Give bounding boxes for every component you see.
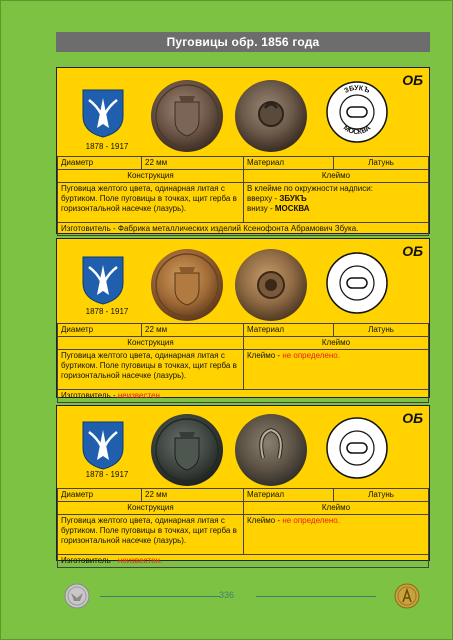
page-number: 336 — [218, 590, 235, 600]
footer-line-right — [256, 596, 376, 597]
diameter-label: Диаметр — [58, 324, 142, 337]
mark-description — [244, 515, 429, 555]
spec-table — [57, 323, 429, 403]
maker-value: Фабрика металлических изделий Ксенофонта Абрамович Збука. — [117, 224, 359, 233]
diameter-value: 22 мм — [142, 324, 244, 337]
maker-row — [58, 223, 429, 236]
saratov-coat-of-arms-icon — [79, 420, 127, 470]
years-label: 1878 - 1917 — [85, 307, 129, 316]
spec-table — [57, 156, 429, 236]
material-label: Материал — [244, 157, 334, 170]
maker-row — [58, 390, 429, 403]
material-value: Латунь — [334, 489, 429, 502]
mark-header: Клеймо — [244, 337, 429, 350]
material-value: Латунь — [334, 324, 429, 337]
badge-ob: ОБ — [402, 243, 423, 259]
badge-ob: ОБ — [402, 72, 423, 88]
stamp-drawing — [325, 80, 389, 144]
mark-text: В клейме по окружности надписи: — [247, 184, 373, 193]
construction-header: Конструкция — [58, 502, 244, 515]
mark-bottom-line — [247, 204, 425, 214]
mark-prefix: Клеймо - — [247, 351, 283, 360]
mark-value: не определено. — [282, 351, 340, 360]
construction-header: Конструкция — [58, 337, 244, 350]
maker-value: неизвестен. — [117, 556, 163, 565]
button-card-1 — [56, 67, 430, 234]
mark-description — [244, 183, 429, 223]
mark-top-value: ЗБУКЪ — [279, 194, 307, 203]
diameter-value: 22 мм — [142, 157, 244, 170]
material-value: Латунь — [334, 157, 429, 170]
construction-description: Пуговица желтого цвета, одинарная литая с буртиком. Поле пуговицы в точках, щит герба в горизонтальной насечке (лазурь). — [58, 183, 244, 223]
badge-ob: ОБ — [402, 410, 423, 426]
spec-table — [57, 488, 429, 568]
button-front-photo — [149, 247, 225, 323]
button-back-photo — [233, 247, 309, 323]
mark-bottom-value: МОСКВА — [274, 204, 310, 213]
button-back-photo — [233, 78, 309, 154]
maker-prefix: Изготовитель - — [61, 224, 118, 233]
monogram-medal-icon — [394, 583, 420, 609]
maker-prefix: Изготовитель - — [61, 391, 118, 400]
mark-header: Клеймо — [244, 502, 429, 515]
maker-row — [58, 555, 429, 568]
years-label: 1878 - 1917 — [85, 142, 129, 151]
mark-header: Клеймо — [244, 170, 429, 183]
saratov-coat-of-arms-icon — [79, 88, 127, 138]
mark-top-prefix: вверху - — [247, 194, 280, 203]
saratov-coat-of-arms-icon — [79, 255, 127, 305]
material-label: Материал — [244, 489, 334, 502]
mark-prefix: Клеймо - — [247, 516, 283, 525]
stamp-top-text: ЗБУКЪ — [343, 84, 371, 95]
stamp-bottom-text: МОСКВА — [341, 124, 373, 137]
diameter-value: 22 мм — [142, 489, 244, 502]
diameter-label: Диаметр — [58, 157, 142, 170]
years-label: 1878 - 1917 — [85, 470, 129, 479]
mark-top-line — [247, 194, 425, 204]
button-card-2 — [56, 238, 430, 398]
construction-description: Пуговица желтого цвета, одинарная литая с буртиком. Поле пуговицы в точках, щит герба в горизонтальной насечке (лазурь). — [58, 515, 244, 555]
button-front-photo — [149, 78, 225, 154]
material-label: Материал — [244, 324, 334, 337]
maker-value: неизвестен. — [117, 391, 163, 400]
mark-value: не определено. — [282, 516, 340, 525]
button-front-photo — [149, 412, 225, 488]
construction-description: Пуговица желтого цвета, одинарная литая с буртиком. Поле пуговицы в точках, щит герба в горизонтальной насечке (лазурь). — [58, 350, 244, 390]
stamp-drawing — [325, 251, 389, 315]
diameter-label: Диаметр — [58, 489, 142, 502]
button-card-3 — [56, 405, 430, 565]
mark-description — [244, 350, 429, 390]
button-back-photo — [233, 412, 309, 488]
page-title: Пуговицы обр. 1856 года — [56, 32, 430, 52]
stamp-drawing — [325, 416, 389, 480]
construction-header: Конструкция — [58, 170, 244, 183]
mark-bottom-prefix: внизу - — [247, 204, 275, 213]
maker-prefix: Изготовитель - — [61, 556, 118, 565]
